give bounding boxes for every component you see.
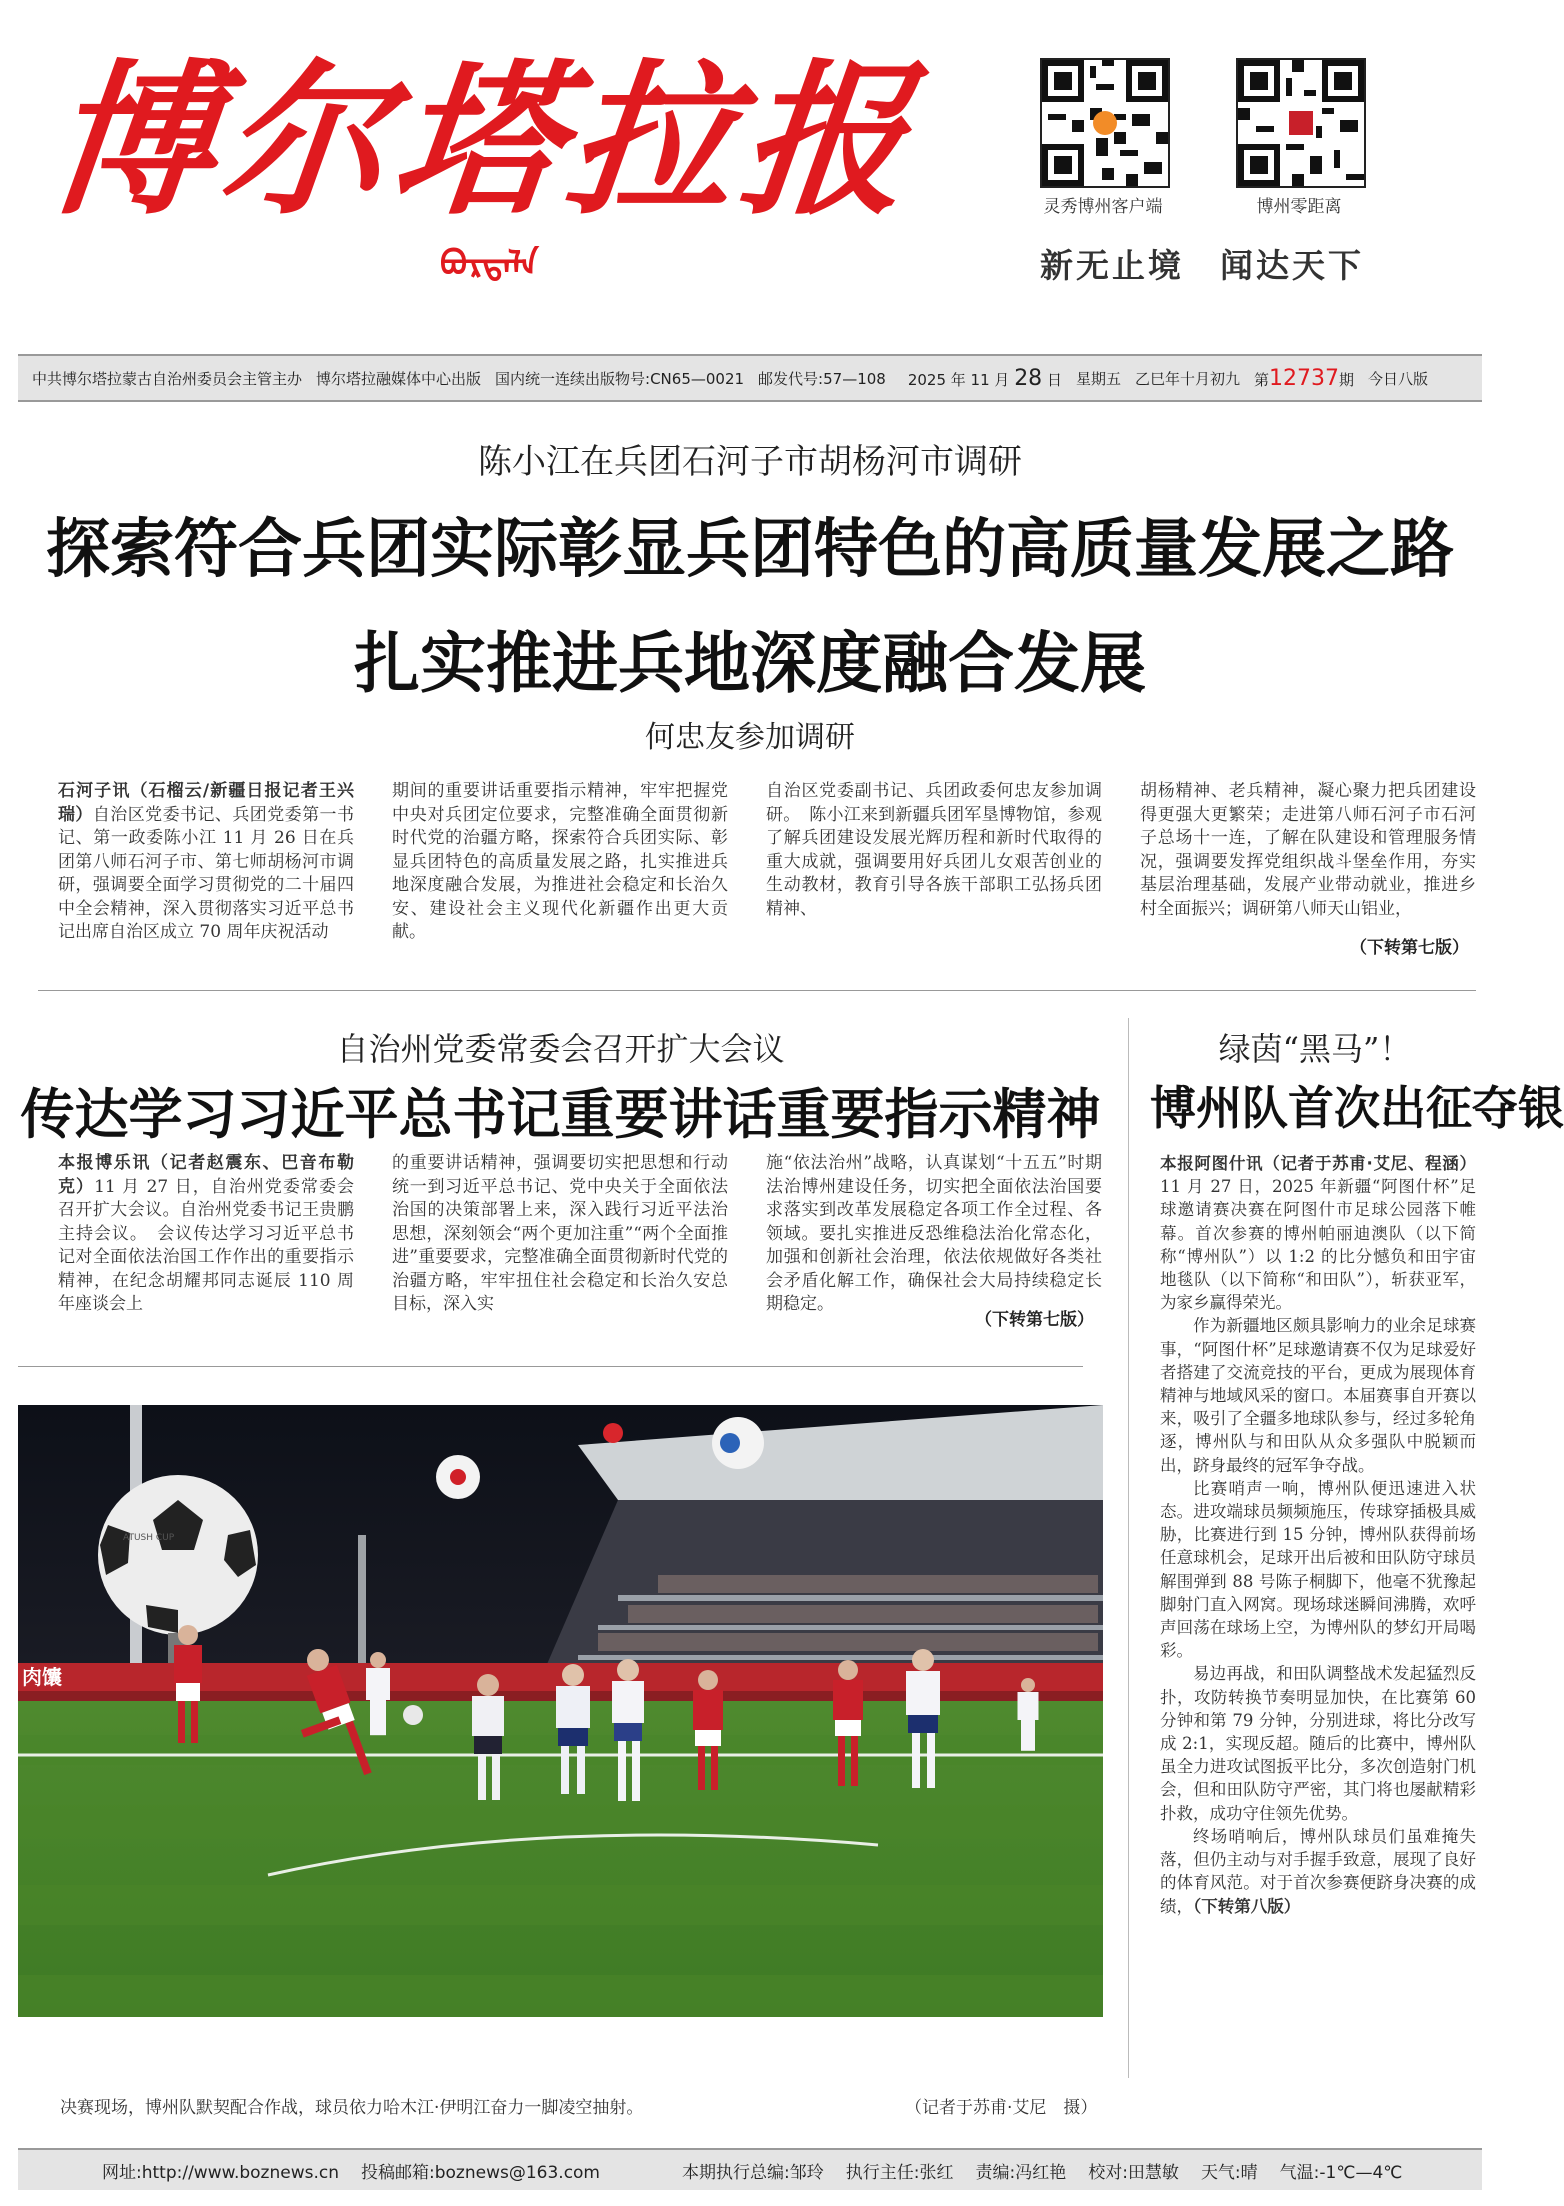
sports-byline: 本报阿图什讯（记者于苏甫·艾尼、程涵） xyxy=(1160,1154,1476,1173)
page-count: 今日八版 xyxy=(1368,369,1429,388)
photo-caption: 决赛现场，博州队默契配合作战，球员依力哈木江·伊明江奋力一脚凌空抽射。 xyxy=(60,2098,644,2118)
ad-banner-text: 肉馕 xyxy=(22,1665,62,1689)
second-col-1 xyxy=(58,1152,354,1332)
chief-editor: 本期执行总编:邹玲 xyxy=(682,2162,824,2183)
date-prefix: 2025 年 11 月 xyxy=(907,370,1010,389)
issue-no: 12737 xyxy=(1269,365,1340,391)
email-link[interactable]: 投稿邮箱:boznews@163.com xyxy=(361,2162,600,2183)
second-headline: 传达学习习近平总书记重要讲话重要指示精神 xyxy=(20,1082,1101,1146)
sports-body xyxy=(1160,1152,1476,2082)
lead-kicker: 陈小江在兵团石河子市胡杨河市调研 xyxy=(478,442,1022,482)
sports-para-2: 作为新疆地区颇具影响力的业余足球赛事，“阿图什杯”足球邀请赛不仅为足球爱好者搭建了交流竞技的平台，更成为展现体育精神与地域风采的窗口。本届赛事自开赛以来，吸引了全疆多地球队参与，经过多轮角逐，博州队与和田队从众多强队中脱颖而出，跻身最终的冠军争夺战。 xyxy=(1160,1316,1476,1475)
column-divider xyxy=(1128,1018,1129,2078)
issue-date xyxy=(908,366,1062,391)
lead-col-4: 胡杨精神、老兵精神，凝心聚力把兵团建设得更强大更繁荣；走进第八师石河子市石河子总场十一连，了解在队建设和管理服务情况，强调要发挥党组织战斗堡垒作用，夯实基层治理基础，发展产业带动就业，推进乡村全面振兴；调研第八师天山铝业， xyxy=(1140,781,1476,919)
proofreader: 校对:田慧敏 xyxy=(1088,2162,1179,2183)
lead-headline-1: 探索符合兵团实际彰显兵团特色的高质量发展之路 xyxy=(46,513,1454,587)
sports-kicker: 绿茵“黑马”！ xyxy=(1218,1030,1412,1068)
second-col-2: 的重要讲话精神，强调要切实把思想和行动统一到习近平总书记、党中央关于全面依法治国的决策部署上来，深入践行习近平法治思想，深刻领会“两个更加注重”“两个全面推进”重要要求，完整准确全面贯彻新时代党的治疆方略，牢牢扭住社会稳定和长治久安总目标，深入实 xyxy=(392,1153,728,1314)
second-col-3: 施“依法治州”战略，认真谋划“十五五”时期法治博州建设任务，切实把全面依法治国要求落实到改革发展稳定各项工作全过程、各领域。要扎实推进反恐维稳法治化常态化，加强和创新社会治理，依法依规做好各类社会矛盾化解工作，确保社会大局持续稳定长期稳定。 xyxy=(766,1153,1102,1314)
issue-number xyxy=(1254,366,1354,391)
football-match-scene xyxy=(18,1405,1103,2017)
match-photo xyxy=(18,1405,1103,2017)
lunar-date: 乙巳年十月初九 xyxy=(1135,369,1241,388)
date-suffix: 日 xyxy=(1046,370,1062,389)
second-kicker: 自治州党委常委会召开扩大会议 xyxy=(336,1030,785,1068)
slogan: 新无止境 闻达天下 xyxy=(1040,246,1364,285)
qr-pattern-icon xyxy=(1238,60,1364,186)
sports-para-1 xyxy=(1160,1152,1476,1314)
qr-pattern-icon xyxy=(1042,60,1168,186)
masthead-title: 博尔塔拉报 xyxy=(39,43,926,237)
photo-credit: （记者于苏甫·艾尼 摄） xyxy=(905,2098,1098,2118)
lead-col-1 xyxy=(58,780,354,960)
weather: 天气:晴 xyxy=(1200,2162,1258,2183)
sports-continued[interactable]: （下转第八版） xyxy=(1193,1896,1301,1916)
lead-byline: 石河子讯（石榴云/新疆日报记者王兴瑞） xyxy=(58,781,354,825)
masthead-mongolian-subtitle: ᠪᠣᠷᠲᠠᠯᠠ xyxy=(440,244,539,284)
second-continued[interactable]: （下转第七版） xyxy=(975,1310,1094,1330)
ball-brand-text: ATUSH CUP xyxy=(123,1533,175,1543)
temperature: 气温:-1℃—4℃ xyxy=(1279,2162,1403,2183)
qr-left-label: 灵秀博州客户端 xyxy=(1043,197,1163,217)
masthead-info-bar xyxy=(18,354,1482,402)
divider xyxy=(38,990,1476,991)
lead-col-3: 自治区党委副书记、兵团政委何忠友参加调研。 陈小江来到新疆兵团军垦博物馆，参观了解兵团建设发展光辉历程和新时代取得的重大成就，强调要用好兵团儿女艰苦创业的生动教材，教育引导各族干部职工弘扬兵团精神、 xyxy=(766,781,1102,919)
sports-para-4: 易边再战，和田队调整战术发起猛烈反扑，攻防转换节奏明显加快，在比赛第 60 分钟和第 79 分钟，分别进球，将比分改写成 2:1，实现反超。随后的比赛中，博州队虽全力进攻试图扳平比分，多次创造射门机会，但和田队防守严密，其门将也屡献精彩扑救，成功守住领先优势。 xyxy=(1160,1664,1476,1823)
lead-subhead: 何忠友参加调研 xyxy=(645,720,855,755)
issue-suffix: 期 xyxy=(1339,370,1355,389)
sports-para-5 xyxy=(1160,1825,1476,1918)
lead-col-1-text: 自治区党委书记、兵团党委第一书记、第一政委陈小江 11 月 26 日在兵团第八师石河子市、第七师胡杨河市调研，强调要全面学习贯彻党的二十届四中全会精神，深入贯彻落实习近平总书记出席自治区成立 70 周年庆祝活动 xyxy=(58,804,354,942)
postal-code: 邮发代号:57—108 xyxy=(758,369,886,388)
weekday: 星期五 xyxy=(1075,369,1121,388)
website-link[interactable]: 网址:http://www.boznews.cn xyxy=(102,2162,339,2183)
sports-para-3: 比赛哨声一响，博州队便迅速进入状态。进攻端球员频频施压，传球穿插极具威胁，比赛进行到 15 分钟，博州队获得前场任意球机会，足球开出后被和田队防守球员解围弹到 88 号陈子桐脚下，他毫不犹豫起脚射门直入网窝。现场球迷瞬间沸腾，欢呼声回荡在球场上空，为博州队的梦幻开局喝彩。 xyxy=(1160,1478,1476,1661)
second-col-1-text: 11 月 27 日，自治州党委常委会召开扩大会议。自治州党委书记王贵鹏主持会议。 会议传达学习习近平总书记对全面依法治国工作作出的重要指示精神，在纪念胡耀邦同志诞辰 110 周年座谈会上 xyxy=(58,1176,354,1314)
lead-col-2: 期间的重要讲话重要指示精神，牢牢把握党中央对兵团定位要求，完整准确全面贯彻新时代党的治疆方略，探索符合兵团实际、彰显兵团特色的高质量发展之路，扎实推进兵地深度融合发展，为推进社会稳定和长治久安、建设社会主义现代化新疆作出更大贡献。 xyxy=(392,781,728,942)
footer-bar xyxy=(18,2148,1482,2190)
second-byline: 本报博乐讯（记者赵震东、巴音布勒克） xyxy=(58,1153,354,1197)
responsible-editor: 责编:冯红艳 xyxy=(975,2162,1067,2183)
sports-para-1-text: 11 月 27 日，2025 年新疆“阿图什杯”足球邀请赛决赛在阿图什市足球公园落下帷幕。首次参赛的博州帕丽迪澳队（以下简称“博州队”）以 1:2 的比分憾负和田宇宙地毯队（以下简称“和田队”），斩获亚军，为家乡赢得荣光。 xyxy=(1160,1177,1476,1313)
cn-number: 国内统一连续出版物号:CN65—0021 xyxy=(495,369,745,388)
qr-right-label: 博州零距离 xyxy=(1256,197,1342,217)
publisher-text: 博尔塔拉融媒体中心出版 xyxy=(316,369,482,388)
sponsor-text: 中共博尔塔拉蒙古自治州委员会主管主办 xyxy=(32,369,303,388)
lead-headline-2: 扎实推进兵地深度融合发展 xyxy=(354,625,1146,702)
sports-headline: 博州队首次出征夺银 xyxy=(1150,1081,1564,1135)
sports-para-5-text: 终场哨响后，博州队球员们虽难掩失落，但仍主动与对手握手致意，展现了良好的体育风范。对于首次参赛便跻身决赛的成绩， xyxy=(1160,1826,1476,1916)
qr-code-left[interactable] xyxy=(1040,58,1170,188)
executive-director: 执行主任:张红 xyxy=(845,2162,954,2183)
divider xyxy=(18,1366,1083,1367)
issue-prefix: 第 xyxy=(1254,370,1270,389)
date-day: 28 xyxy=(1014,365,1043,391)
lead-continued[interactable]: （下转第七版） xyxy=(1350,938,1469,958)
qr-code-right[interactable] xyxy=(1236,58,1366,188)
